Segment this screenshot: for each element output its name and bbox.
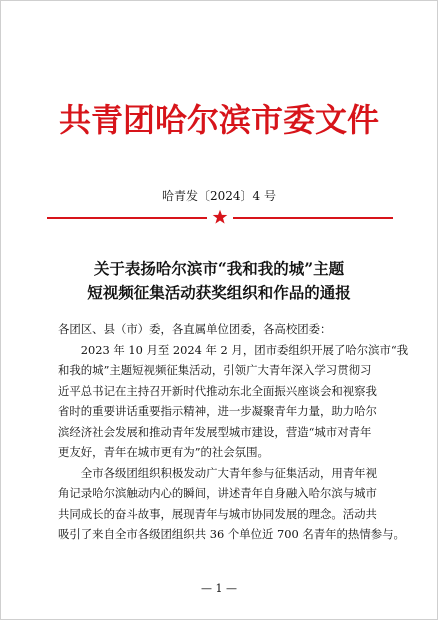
document-title-line: 短视频征集活动获奖组织和作品的通报 — [87, 283, 351, 302]
paragraph-line: 和我的城”主题短视频征集活动，引领广大青年深入学习贯彻习 — [58, 363, 372, 377]
salutation: 各团区、县（市）委，各直属单位团委，各高校团委： — [58, 322, 332, 336]
red-separator — [47, 211, 393, 225]
paragraph-line: 省时的重要讲话重要指示精神，进一步凝聚青年力量，助力哈尔 — [58, 404, 377, 418]
paragraph-line: 2023 年 10 月至 2024 年 2 月，团市委组织开展了哈尔滨市“我 — [80, 342, 409, 357]
paragraph — [58, 463, 405, 545]
paragraph-line: 近平总书记在主持召开新时代推动东北全面振兴座谈会和视察我 — [58, 383, 377, 398]
paragraph-line: 滨经济社会发展和推动青年发展型城市建设，营造“城市对青年 — [58, 424, 372, 439]
document-title — [1, 257, 437, 305]
paragraph-line: 更友好，青年在城市更有为”的社会氛围。 — [58, 445, 269, 459]
paragraph-line: 角记录哈尔滨触动内心的瞬间，讲述青年自身融入哈尔滨与城市 — [58, 486, 377, 500]
document-number: 哈青发〔2024〕4 号 — [162, 189, 276, 203]
star-icon — [212, 209, 228, 225]
red-header-title: 共青团哈尔滨市委文件 — [58, 101, 379, 139]
paragraph-line: 全市各级团组织积极发动广大青年参与征集活动，用青年视 — [80, 465, 377, 480]
paragraph — [58, 340, 409, 463]
paragraph-line: 共同成长的奋斗故事，展现青年与城市协同发展的理念。活动共 — [58, 506, 377, 521]
separator-line-left — [47, 217, 207, 219]
document-body — [58, 319, 409, 545]
page-number: — 1 — — [201, 582, 237, 595]
document-title-line: 关于表扬哈尔滨市“我和我的城”主题 — [93, 259, 345, 278]
separator-line-right — [233, 217, 393, 219]
paragraph-line: 吸引了来自全市各级团组织共 36 个单位近 700 名青年的热情参与。 — [58, 527, 405, 541]
